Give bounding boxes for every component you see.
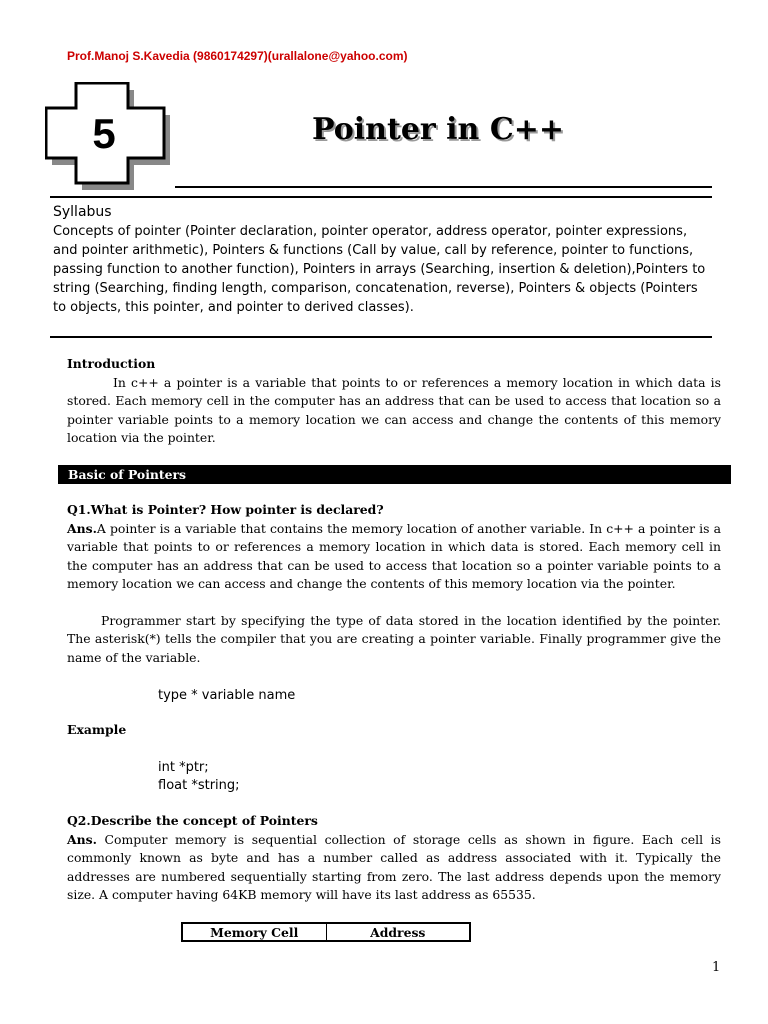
q2-ans-label: Ans. — [67, 832, 97, 847]
syllabus-heading: Syllabus — [53, 204, 112, 220]
introduction-heading: Introduction — [67, 356, 156, 371]
q1-para2: Programmer start by specifying the type of data stored in the location identified by the pointer. The asterisk(*) tells the compiler that you are creating a pointer variable. Finally programmer give the name of the variable. — [67, 613, 721, 665]
q1-question: Q1.What is Pointer? How pointer is declared? — [67, 502, 384, 517]
q2-ans-text: Computer memory is sequential collection of storage cells as shown in figure. Each cell is commonly known as byte and has a number called as address associated with it. Typically the addresses are numbered sequentially starting from zero. The last address depends upon the memory size. A computer having 64KB memory will have its last address as 65535. — [67, 832, 721, 902]
page-number: 1 — [712, 960, 721, 975]
pointer-syntax: type * variable name — [158, 688, 296, 703]
memory-cell-column-header: Memory Cell — [183, 924, 327, 940]
q1-ans-text: A pointer is a variable that contains the memory location of another variable. In c++ a pointer is a variable that points to or references a memory location in which data is stored. Each memory cell in the computer has an address that can be used to access that location so a pointer variable points to a memory location we can access and change the contents of this memory location via the pointer. — [67, 521, 721, 591]
chapter-number-badge — [45, 82, 175, 192]
q2-answer — [67, 831, 721, 904]
q1-ans-label: Ans. — [67, 521, 97, 536]
syllabus-bottom-rule — [50, 336, 712, 338]
example-heading: Example — [67, 722, 127, 737]
author-header: Prof.Manoj S.Kavedia (9860174297)(urallalone@yahoo.com) — [67, 49, 408, 63]
code-line-2: float *string; — [158, 778, 240, 793]
q1-answer — [67, 520, 721, 593]
memory-table-header — [181, 922, 471, 942]
address-column-header: Address — [370, 925, 426, 940]
chapter-title: Pointer in C++ — [312, 112, 564, 147]
syllabus-top-rule — [50, 196, 712, 198]
code-line-1: int *ptr; — [158, 760, 209, 775]
introduction-text: In c++ a pointer is a variable that points to or references a memory location in which data is stored. Each memory cell in the computer has an address that can be used to access that location so a pointer variable points to a memory location we can access and change the contents of this memory location via the pointer. — [67, 375, 721, 445]
chapter-number: 5 — [92, 110, 116, 157]
title-underline — [175, 186, 712, 188]
q2-question: Q2.Describe the concept of Pointers — [67, 813, 318, 828]
syllabus-text: Concepts of pointer (Pointer declaration, pointer operator, address operator, pointer expressions, and pointer arithmetic), Pointers & functions (Call by value, call by reference, pointer to functions, passing function to another function), Pointers in arrays (Searching, insertion & deletion),Pointers to string (Searching, finding length, comparison, concatenation, reverse), Pointers & objects (Pointers to objects, this pointer, and pointer to derived classes). — [53, 224, 706, 315]
section-title-bar: Basic of Pointers — [58, 465, 731, 484]
